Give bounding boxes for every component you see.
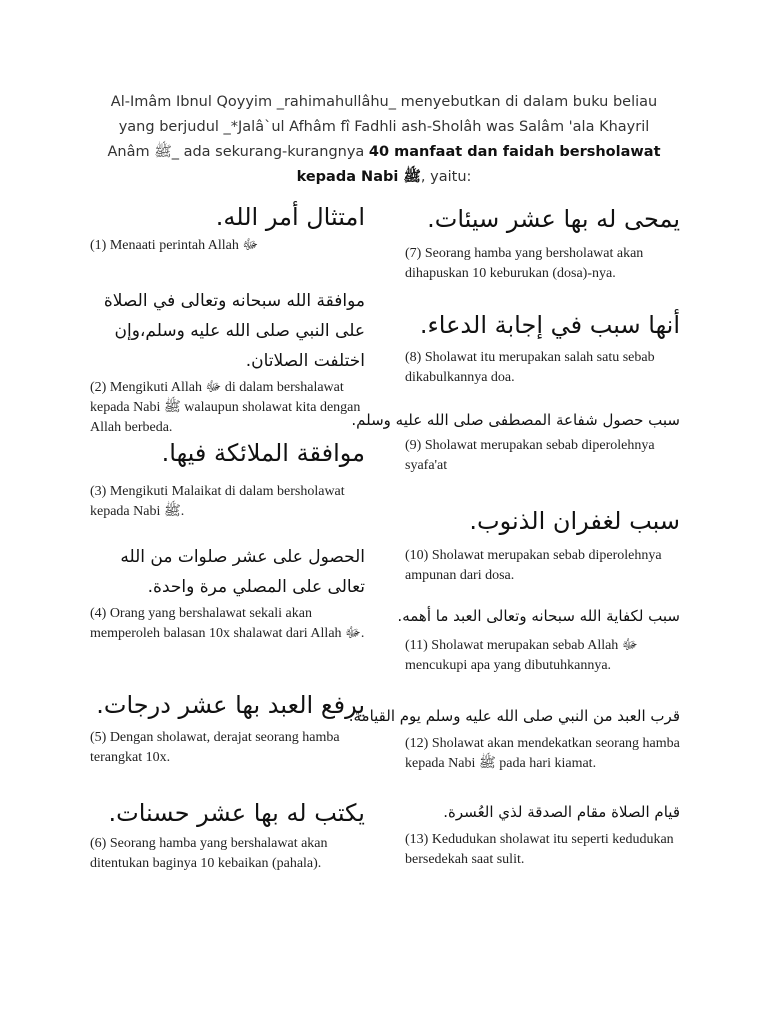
arabic-heading: قيام الصلاة مقام الصدقة لذي العُسرة. bbox=[443, 803, 680, 821]
intro-paragraph bbox=[100, 90, 668, 190]
translation-text: (4) Orang yang bershalawat sekali akan memperoleh balasan 10x shalawat dari Allah ﷻ. bbox=[90, 606, 365, 641]
list-item bbox=[90, 200, 365, 256]
arabic-heading: سبب لغفران الذنوب. bbox=[469, 507, 680, 535]
translation-text: (10) Sholawat merupakan sebab diperolehnya ampunan dari dosa. bbox=[405, 548, 662, 583]
list-item bbox=[90, 542, 365, 644]
translation-text: (6) Seorang hamba yang bershalawat akan ditentukan baginya 10 kebaikan (pahala). bbox=[90, 836, 328, 871]
arabic-heading: الحصول على عشر صلوات من الله تعالى على المصلي مرة واحدة. bbox=[120, 547, 365, 597]
list-item bbox=[405, 308, 680, 388]
arabic-heading: سبب لكفاية الله سبحانه وتعالى العبد ما أهمه. bbox=[397, 607, 680, 625]
list-item bbox=[90, 436, 365, 522]
translation-text: (7) Seorang hamba yang bersholawat akan dihapuskan 10 keburukan (dosa)-nya. bbox=[405, 246, 644, 281]
list-item bbox=[405, 202, 680, 284]
list-item bbox=[348, 702, 680, 774]
intro-bold-text: 40 manfaat dan faidah bersholawat kepada Nabi ﷺ bbox=[296, 144, 661, 185]
translation-text: (1) Menaati perintah Allah ﷻ bbox=[90, 238, 259, 253]
list-item bbox=[351, 406, 680, 476]
translation-text: (9) Sholawat merupakan sebab diperolehnya syafa'at bbox=[405, 438, 655, 473]
translation-text: (11) Sholawat merupakan sebab Allah ﷻ mencukupi apa yang dibutuhkannya. bbox=[405, 638, 638, 673]
arabic-heading: امتثال أمر الله. bbox=[215, 203, 365, 231]
translation-text: (13) Kedudukan sholawat itu seperti kedudukan bersedekah saat sulit. bbox=[405, 832, 674, 867]
arabic-heading: يكتب له بها عشر حسنات. bbox=[108, 799, 365, 827]
arabic-heading: سبب حصول شفاعة المصطفى صلى الله عليه وسلم. bbox=[351, 411, 680, 429]
translation-text: (2) Mengikuti Allah ﷻ di dalam bershalawat kepada Nabi ﷺ walaupun sholawat kita dengan Allah berbeda. bbox=[90, 380, 361, 435]
intro-text: Al-Imâm Ibnul Qoyyim _rahimahullâhu_ menyebutkan di dalam buku beliau yang berjudul _*Jalâ`ul Afhâm fî Fadhli ash-Sholâh was Salâm 'ala Khayril Anâm ﷺ_ ada sekurang-kurangnya bbox=[107, 94, 658, 160]
arabic-heading: موافقة الملائكة فيها. bbox=[161, 439, 365, 467]
translation-text: (3) Mengikuti Malaikat di dalam bersholawat kepada Nabi ﷺ. bbox=[90, 484, 345, 519]
list-item bbox=[90, 286, 365, 438]
arabic-heading: يرفع العبد بها عشر درجات. bbox=[96, 691, 365, 719]
translation-text: (8) Sholawat itu merupakan salah satu sebab dikabulkannya doa. bbox=[405, 350, 655, 385]
translation-text: (12) Sholawat akan mendekatkan seorang hamba kepada Nabi ﷺ pada hari kiamat. bbox=[405, 736, 680, 771]
list-item bbox=[90, 796, 365, 874]
list-item bbox=[405, 504, 680, 586]
list-item bbox=[397, 602, 680, 676]
translation-text: (5) Dengan sholawat, derajat seorang hamba terangkat 10x. bbox=[90, 730, 340, 765]
arabic-heading: قرب العبد من النبي صلى الله عليه وسلم يوم القيامة. bbox=[348, 707, 680, 725]
intro-text-end: , yaitu: bbox=[420, 169, 472, 185]
arabic-heading: موافقة الله سبحانه وتعالى في الصلاة على النبي صلى الله عليه وسلم،وإن اختلفت الصلاتان. bbox=[103, 291, 365, 371]
arabic-heading: أنها سبب في إجابة الدعاء. bbox=[419, 311, 680, 339]
list-item bbox=[90, 688, 365, 768]
arabic-heading: يمحى له بها عشر سيئات. bbox=[427, 205, 680, 233]
list-item bbox=[405, 798, 680, 870]
